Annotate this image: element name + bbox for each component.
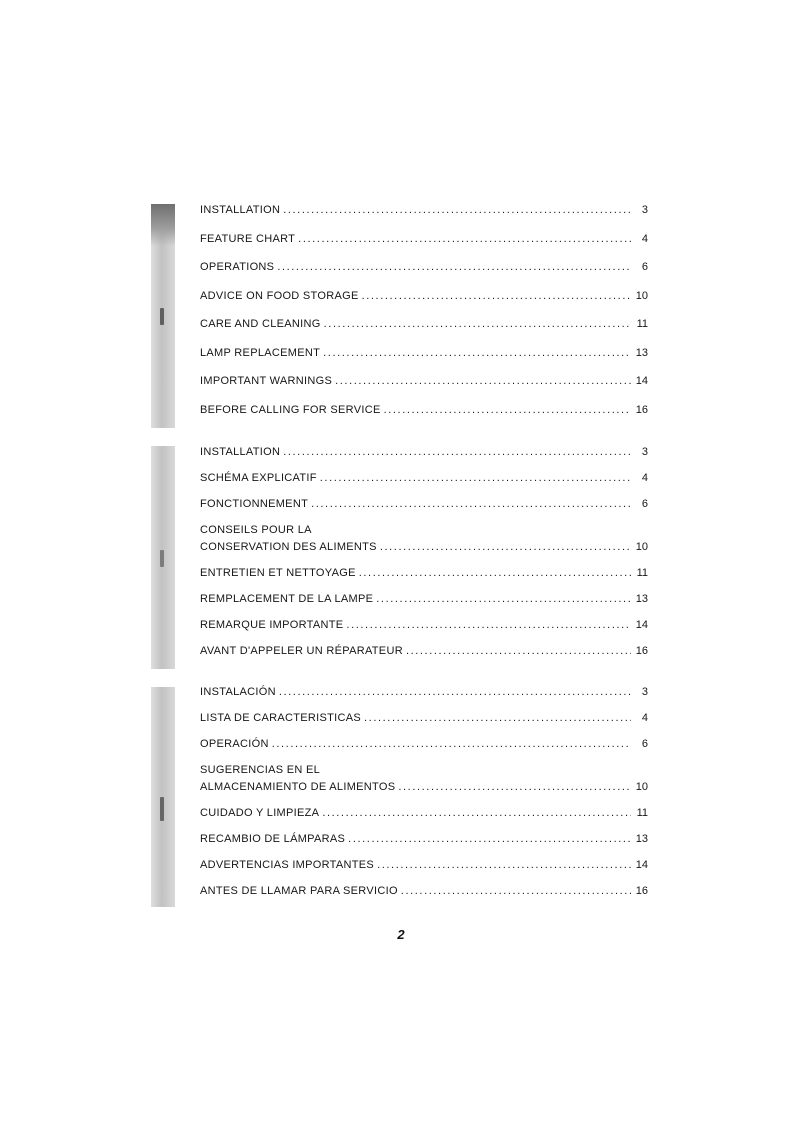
toc-entry-label: CARE AND CLEANING	[200, 318, 321, 330]
toc-entry-label: IMPORTANT WARNINGS	[200, 375, 333, 387]
toc-page-number: 3	[641, 204, 648, 216]
dotted-leader	[324, 316, 631, 333]
toc-entry	[200, 402, 648, 419]
toc-entry-label: OPERATIONS	[200, 261, 275, 273]
toc-entry	[200, 710, 648, 727]
dotted-leader	[359, 565, 631, 582]
toc-entry	[200, 231, 648, 248]
dotted-leader	[283, 444, 631, 461]
toc-section-english	[200, 202, 648, 430]
toc-entry-label: OPERACIÓN	[200, 738, 269, 750]
toc-entry-label: ADVERTENCIAS IMPORTANTES	[200, 859, 375, 871]
toc-entry	[200, 316, 648, 333]
toc-page-number: 11	[636, 318, 648, 330]
toc-entry-label: FEATURE CHART	[200, 232, 296, 245]
toc-page-number: 4	[641, 232, 648, 245]
dotted-leader	[348, 831, 631, 848]
toc-entry-label: INSTALLATION	[200, 446, 281, 458]
toc-page-number: 13	[635, 593, 648, 605]
dotted-leader	[322, 805, 631, 822]
dotted-leader	[272, 736, 631, 753]
dotted-leader	[401, 883, 631, 900]
toc-page-number: 10	[635, 289, 648, 302]
toc-page-number: 4	[641, 712, 648, 724]
toc-page-number: 10	[635, 781, 648, 793]
toc-entry	[200, 565, 648, 582]
toc-page-number: 4	[641, 472, 648, 484]
dotted-leader	[320, 470, 631, 487]
toc-page-number: 11	[636, 807, 648, 819]
toc-entry-label: FONCTIONNEMENT	[200, 498, 309, 510]
toc-entry	[200, 684, 648, 701]
dotted-leader	[323, 345, 631, 362]
toc-entry	[200, 373, 648, 390]
toc-page-number: 14	[635, 375, 648, 387]
section-tab-bar-2	[151, 446, 175, 669]
dotted-leader	[283, 202, 631, 219]
toc-page-number: 3	[641, 686, 648, 698]
dotted-leader	[279, 684, 631, 701]
tab-bar-shading	[151, 204, 175, 246]
toc-entry	[200, 496, 648, 513]
toc-page-number: 11	[636, 567, 648, 579]
dotted-leader	[362, 288, 631, 305]
toc-page-number: 3	[641, 446, 648, 458]
dotted-leader	[277, 259, 631, 276]
toc-entry	[200, 470, 648, 487]
toc-entry	[200, 522, 648, 556]
toc-section-spanish	[200, 684, 648, 909]
toc-entry-label: CUIDADO Y LIMPIEZA	[200, 807, 320, 819]
tab-bar-notch	[160, 797, 164, 821]
toc-entry-label: LAMP REPLACEMENT	[200, 346, 321, 359]
dotted-leader	[380, 539, 631, 556]
toc-entry	[200, 805, 648, 822]
toc-entry	[200, 288, 648, 305]
toc-entry-label: AVANT D'APPELER UN RÉPARATEUR	[200, 645, 403, 657]
toc-entry	[200, 617, 648, 634]
toc-page-number: 6	[641, 498, 648, 510]
toc-entry-label: RECAMBIO DE LÁMPARAS	[200, 833, 346, 845]
dotted-leader	[335, 373, 631, 390]
toc-page-number: 6	[641, 738, 648, 750]
tab-bar-notch	[160, 308, 164, 325]
toc-entry	[200, 345, 648, 362]
toc-page-number: 16	[635, 645, 648, 657]
tab-bar-notch	[160, 550, 164, 567]
section-tab-bar-1	[151, 204, 175, 428]
toc-page-number: 14	[635, 859, 648, 871]
toc-entry-label: CONSERVATION DES ALIMENTS	[200, 541, 377, 553]
toc-page-number: 16	[635, 403, 648, 416]
dotted-leader	[398, 779, 631, 796]
toc-entry	[200, 831, 648, 848]
toc-entry	[200, 591, 648, 608]
toc-entry-label: REMPLACEMENT DE LA LAMPE	[200, 593, 374, 605]
dotted-leader	[364, 710, 631, 727]
dotted-leader	[298, 231, 631, 248]
toc-page-number: 6	[641, 261, 648, 273]
toc-entry-label: ALMACENAMIENTO DE ALIMENTOS	[200, 781, 396, 793]
toc-entry-label: INSTALLATION	[200, 204, 281, 216]
toc-page-number: 13	[635, 833, 648, 845]
toc-entry-label: ENTRETIEN ET NETTOYAGE	[200, 567, 356, 579]
toc-entry	[200, 736, 648, 753]
dotted-leader	[384, 402, 631, 419]
footer-page-number: 2	[397, 927, 405, 942]
toc-page-number: 13	[635, 346, 648, 359]
toc-entry-label: ADVICE ON FOOD STORAGE	[200, 289, 359, 302]
dotted-leader	[377, 857, 631, 874]
toc-section-french	[200, 444, 648, 669]
toc-entry	[200, 202, 648, 219]
toc-entry	[200, 444, 648, 461]
toc-entry-label: REMARQUE IMPORTANTE	[200, 619, 344, 631]
dotted-leader	[376, 591, 631, 608]
toc-entry	[200, 857, 648, 874]
toc-entry	[200, 883, 648, 900]
toc-entry-label-line: CONSEILS POUR LA	[200, 524, 312, 536]
toc-entry-label: BEFORE CALLING FOR SERVICE	[200, 403, 381, 416]
toc-entry-label: ANTES DE LLAMAR PARA SERVICIO	[200, 885, 398, 897]
toc-page-number: 10	[635, 541, 648, 553]
toc-entry	[200, 643, 648, 660]
toc-entry	[200, 762, 648, 796]
toc-entry-label-line: SUGERENCIAS EN EL	[200, 764, 321, 776]
dotted-leader	[406, 643, 631, 660]
toc-entry-label: INSTALACIÓN	[200, 686, 276, 698]
toc-page-number: 16	[635, 885, 648, 897]
toc-entry-label: LISTA DE CARACTERISTICAS	[200, 712, 362, 724]
section-tab-bar-3	[151, 687, 175, 907]
dotted-leader	[346, 617, 631, 634]
toc-page-number: 14	[635, 619, 648, 631]
dotted-leader	[311, 496, 631, 513]
toc-entry-label: SCHÉMA EXPLICATIF	[200, 472, 317, 484]
toc-entry	[200, 259, 648, 276]
